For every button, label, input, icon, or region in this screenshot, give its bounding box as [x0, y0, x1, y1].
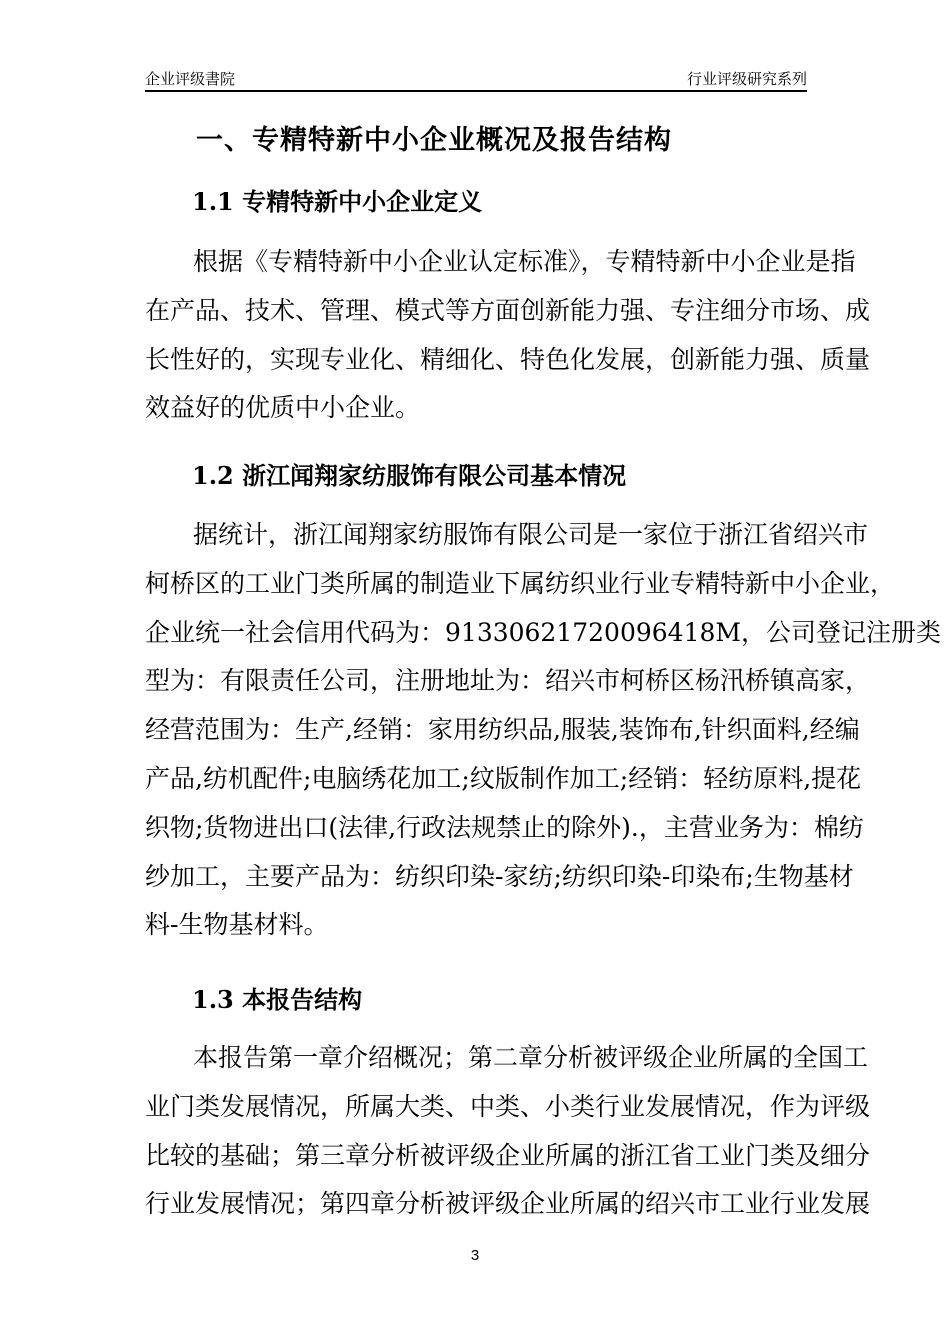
text-line: 效益好的优质中小企业。 — [145, 393, 421, 423]
text-line: 产品,纺机配件;电脑绣花加工;纹版制作加工;经销：轻纺原料,提花 — [145, 763, 862, 793]
page-header — [145, 66, 807, 92]
header-right: 行业评级研究系列 — [686, 71, 807, 88]
text-line: 行业发展情况；第四章分析被评级企业所属的绍兴市工业行业发展 — [145, 1189, 871, 1219]
page-number: 3 — [470, 1247, 480, 1264]
text-line: 企业统一社会信用代码为：91330621720096418M，公司登记注册类 — [145, 617, 941, 647]
section-title-1-3: 1.3 本报告结构 — [192, 985, 363, 1014]
text-line: 根据《专精特新中小企业认定标准》，专精特新中小企业是指 — [193, 247, 856, 276]
text-line: 纱加工，主要产品为：纺织印染-家纺;纺织印染-印染布;生物基材 — [145, 861, 854, 891]
section-body-1-3 — [145, 1034, 871, 1229]
section-body-1-2 — [145, 511, 941, 950]
section-title-1-2: 1.2 浙江闻翔家纺服饰有限公司基本情况 — [192, 461, 627, 490]
text-line: 据统计，浙江闻翔家纺服饰有限公司是一家位于浙江省绍兴市 — [193, 520, 869, 549]
text-line: 比较的基础；第三章分析被评级企业所属的浙江省工业门类及细分 — [145, 1140, 871, 1170]
section-body-1-1 — [145, 238, 871, 433]
text-line: 长性好的，实现专业化、精细化、特色化发展，创新能力强、质量 — [145, 344, 871, 374]
text-line: 本报告第一章介绍概况；第二章分析被评级企业所属的全国工 — [193, 1043, 869, 1072]
section-title-1-1: 1.1 专精特新中小企业定义 — [192, 187, 483, 216]
text-line: 业门类发展情况，所属大类、中类、小类行业发展情况，作为评级 — [145, 1091, 871, 1121]
text-line: 型为：有限责任公司，注册地址为：绍兴市柯桥区杨汛桥镇高家， — [145, 666, 871, 696]
text-line: 柯桥区的工业门类所属的制造业下属纺织业行业专精特新中小企业， — [145, 568, 896, 598]
chapter-title: 一、专精特新中小企业概况及报告结构 — [196, 125, 672, 156]
text-line: 织物;货物进出口(法律,行政法规禁止的除外).，主营业务为：棉纺 — [145, 812, 864, 842]
text-line: 经营范围为：生产,经销：家用纺织品,服装,装饰布,针织面料,经编 — [145, 715, 860, 745]
text-line: 料-生物基材料。 — [145, 910, 329, 940]
header-left: 企业评级書院 — [145, 71, 236, 88]
text-line: 在产品、技术、管理、模式等方面创新能力强、专注细分市场、成 — [145, 295, 871, 325]
